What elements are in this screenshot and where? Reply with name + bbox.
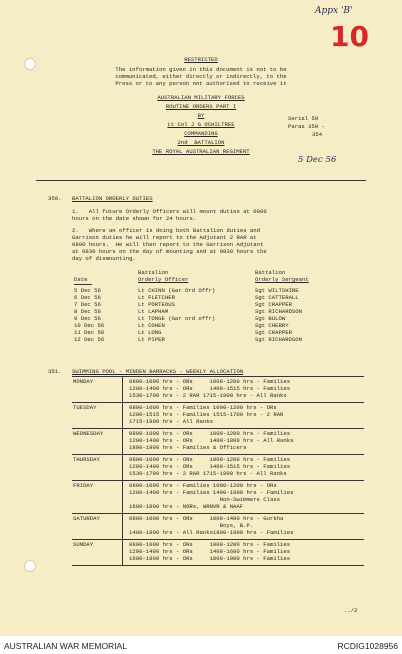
table-row-divider [72, 428, 364, 429]
pool-time-slot: 0800-1000 hrs - ORs 1000-1200 hrs - Families [129, 430, 291, 437]
archive-reference: RCDIG1028956 [337, 641, 398, 651]
pool-day: MONDAY [73, 378, 94, 385]
handwritten-date: 5 Dec 56 [298, 155, 337, 165]
pool-day: SATURDAY [73, 515, 100, 522]
restriction-notice-2: communicated, either directly or indirectly, to the [115, 73, 287, 80]
pool-time-slot: 0800-1000 hrs - ORs 1000-1200 hrs - Families [129, 541, 291, 548]
pool-time-slot: 0800-1000 hrs - Families 1000-1200 hrs - ORs [129, 482, 277, 489]
pool-time-slot: 0800-1000 hrs - ORs 1000-1200 hrs - Families [129, 378, 291, 385]
col-header-officer: Orderly Officer [138, 276, 189, 283]
duty-officer: Lt FLETCHER [138, 294, 175, 301]
pool-time-slot: 1400-1800 hrs - All Ranks1800-1900 hrs - Families [129, 529, 294, 536]
archive-name: AUSTRALIAN WAR MEMORIAL [4, 641, 127, 651]
duty-row [0, 288, 402, 295]
duty-row [0, 295, 402, 302]
pool-time-slot: 1800-1900 hrs - Families & Officers [129, 444, 247, 451]
pool-day: WEDNESDAY [73, 430, 104, 437]
table-row-divider [72, 513, 364, 514]
table-row-divider [72, 376, 364, 377]
table-row-divider [72, 539, 364, 540]
table-row-divider [72, 480, 364, 481]
duty-officer: Lt LONG [138, 329, 162, 336]
duty-date: 12 Dec 56 [74, 336, 105, 343]
pool-time-slot: 1530-1700 hrs - 2 RAR 1715-1900 hrs - All Ranks [129, 470, 287, 477]
duty-sergeant: Sgt CRAPPER [255, 329, 292, 336]
duty-row [0, 330, 402, 337]
col-header-battalion-2: Battalion [255, 269, 286, 276]
duty-sergeant: Sgt RICHARDSON [255, 336, 302, 343]
red-page-number: 10 [330, 20, 369, 53]
by-line: BY [197, 112, 205, 119]
pool-time-slot: 0800-1000 hrs - ORs 1000-1400 hrs - Gurkha [129, 515, 284, 522]
duty-officer: Lt CHINN (Gar Ord Offr) [138, 287, 216, 294]
para-350-number: 350. [48, 195, 62, 202]
punch-hole [24, 560, 36, 572]
duty-sergeant: Sgt RICHARDSON [255, 308, 302, 315]
force-title: AUSTRALIAN MILITARY FORCES [157, 94, 245, 101]
col-header-sergeant: Orderly Sergeant [255, 276, 309, 283]
para-350-line: Garrison duties he will report to the Adjutant 2 RAR at [72, 234, 257, 241]
pool-time-slot: 1200-1400 hrs - Families 1400-1600 hrs - Families [129, 489, 294, 496]
pool-time-slot: 1715-1900 hrs - All Ranks [129, 418, 213, 425]
serial-number: Serial 59 [288, 115, 319, 122]
duty-row [0, 337, 402, 344]
para-350-line: at 0830 hours on the day of mounting and at 0830 hours the [72, 248, 267, 255]
para-350-line: 0800 hours. He will then report to the Garrison Adjutant [72, 241, 264, 248]
para-351-title: SWIMMING POOL - MINDEN BARRACKS - WEEKLY ALLOCATION [72, 368, 244, 375]
col-header-battalion: Battalion [138, 269, 169, 276]
pool-time-slot: 1200-1400 hrs - ORs 1400-1600 hrs - Families [129, 548, 291, 555]
duty-officer: Lt LAPHAM [138, 308, 169, 315]
para-350-line: hours on the date shown for 24 hours. [72, 215, 197, 222]
pool-day: FRIDAY [73, 482, 94, 489]
duty-date: 8 Dec 56 [74, 308, 101, 315]
duty-row [0, 323, 402, 330]
duty-date: 9 Dec 56 [74, 315, 101, 322]
duty-sergeant: Sgt WILTSHIRE [255, 287, 299, 294]
duty-sergeant: Sgt CATTERALL [255, 294, 299, 301]
pool-time-slot: 1200-1515 hrs - Families 1515-1700 hrs - 2 RAR [129, 411, 284, 418]
pool-time-slot: 1200-1400 hrs - ORs 1400-1515 hrs - Families [129, 463, 291, 470]
pool-time-slot: 1530-1700 hrs - 2 RAR 1715-1900 hrs - All Ranks [129, 392, 287, 399]
date-underline [74, 284, 92, 285]
duty-row [0, 316, 402, 323]
regiment-line: THE ROYAL AUSTRALIAN REGIMENT [152, 148, 250, 155]
pool-time-slot: 1600-1800 hrs - ORs 1800-1900 hrs - Families [129, 555, 291, 562]
restricted-heading: RESTRICTED [184, 56, 218, 63]
para-350-title: BATTALION ORDERLY DUTIES [72, 195, 153, 202]
pool-day: TUESDAY [73, 404, 97, 411]
para-350-line: 2. Where an officer is doing both Battalion duties and [72, 227, 260, 234]
handwritten-appendix-note: Appx 'B' [315, 6, 353, 16]
section-divider [36, 180, 366, 181]
col-header-date: Date [74, 276, 88, 283]
table-row-divider [72, 565, 364, 566]
duty-officer: Lt COHEN [138, 322, 165, 329]
duty-date: 7 Dec 56 [74, 301, 101, 308]
duty-sergeant: Sgt CRAPPER [255, 301, 292, 308]
paras-range: Paras 350 - [288, 123, 325, 130]
duty-sergeant: Sgt CHERRY [255, 322, 289, 329]
duty-row [0, 302, 402, 309]
paras-range-end: 354 [312, 131, 323, 138]
commanding-line: COMMANDING [184, 130, 218, 137]
battalion-line: 2nd BATTALION [177, 139, 225, 146]
duty-officer: Lt PORTEOUS [138, 301, 175, 308]
commander-name: Lt Col J G OCHILTREE [167, 121, 235, 128]
restriction-notice-1: The information given in this document is not to be [115, 66, 287, 73]
duty-date: 11 Dec 56 [74, 329, 105, 336]
pool-day: THURSDAY [73, 456, 100, 463]
para-350-line: day of dismounting. [72, 255, 136, 262]
duty-date: 10 Dec 56 [74, 322, 105, 329]
duty-officer: Lt PIPER [138, 336, 165, 343]
para-351-number: 351. [48, 368, 62, 375]
pool-time-slot: 1200-1400 hrs - ORs 1400-1800 hrs - All Ranks [129, 437, 294, 444]
duty-sergeant: Sgt BULOW [255, 315, 286, 322]
pool-time-slot: Boys, B.P. [129, 522, 254, 529]
pool-time-slot: Non-Swimmers Class [129, 496, 281, 503]
pool-day: SUNDAY [73, 541, 94, 548]
table-vertical-rule [122, 376, 123, 565]
para-350-line: 1. All future Orderly Officers will mount duties at 0800 [72, 208, 267, 215]
pool-time-slot: 0800-1000 hrs - ORs 1000-1200 hrs - Families [129, 456, 291, 463]
duty-date: 5 Dec 56 [74, 287, 101, 294]
pool-time-slot: 1200-1400 hrs - ORs 1400-1515 hrs - Families [129, 385, 291, 392]
table-row-divider [72, 454, 364, 455]
pool-time-slot: 0800-1000 hrs - Families 1000-1200 hrs - ORs [129, 404, 277, 411]
pool-time-slot: 1600-1800 hrs - NORs, WRNVR & NAAF [129, 503, 244, 510]
duty-date: 6 Dec 56 [74, 294, 101, 301]
duty-officer: Lt TONGE (Gar ord offr) [138, 315, 216, 322]
table-row-divider [72, 402, 364, 403]
restriction-notice-3: Press or to any person not authorised to receive it [115, 80, 287, 87]
continuation-mark: ../2 [344, 607, 358, 614]
orders-title: ROUTINE ORDERS PART I [165, 103, 237, 110]
